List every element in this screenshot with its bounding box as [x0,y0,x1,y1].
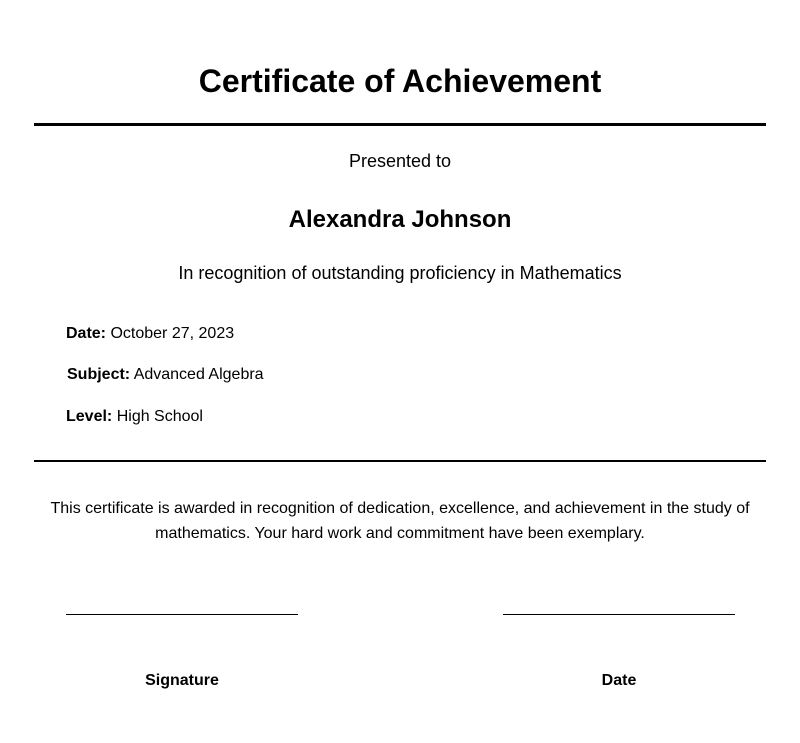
certificate-title: Certificate of Achievement [198,63,602,99]
level-value: High School [116,408,203,425]
date-sign-label: Date [601,672,637,689]
signature-label: Signature [145,672,219,689]
presented-to-text: Presented to [348,151,452,171]
signature-line [66,614,298,615]
recognition-text: In recognition of outstanding proficiency in Mathematics [178,263,622,283]
subject-detail [67,365,264,385]
subject-value: Advanced Algebra [133,366,264,383]
date-line [503,614,735,615]
date-value: October 27, 2023 [110,325,235,342]
recipient-name: Alexandra Johnson [288,206,512,233]
level-detail [66,407,203,427]
award-statement: This certificate is awarded in recognition of dedication, excellence, and achievement in the study of mathematics. Your hard work and commitment have been exemplary. [50,500,750,542]
middle-divider [34,460,766,462]
top-divider [34,123,766,126]
level-label: Level: [66,408,113,425]
subject-label: Subject: [67,366,131,383]
date-label: Date: [66,325,107,342]
date-detail [66,324,234,344]
